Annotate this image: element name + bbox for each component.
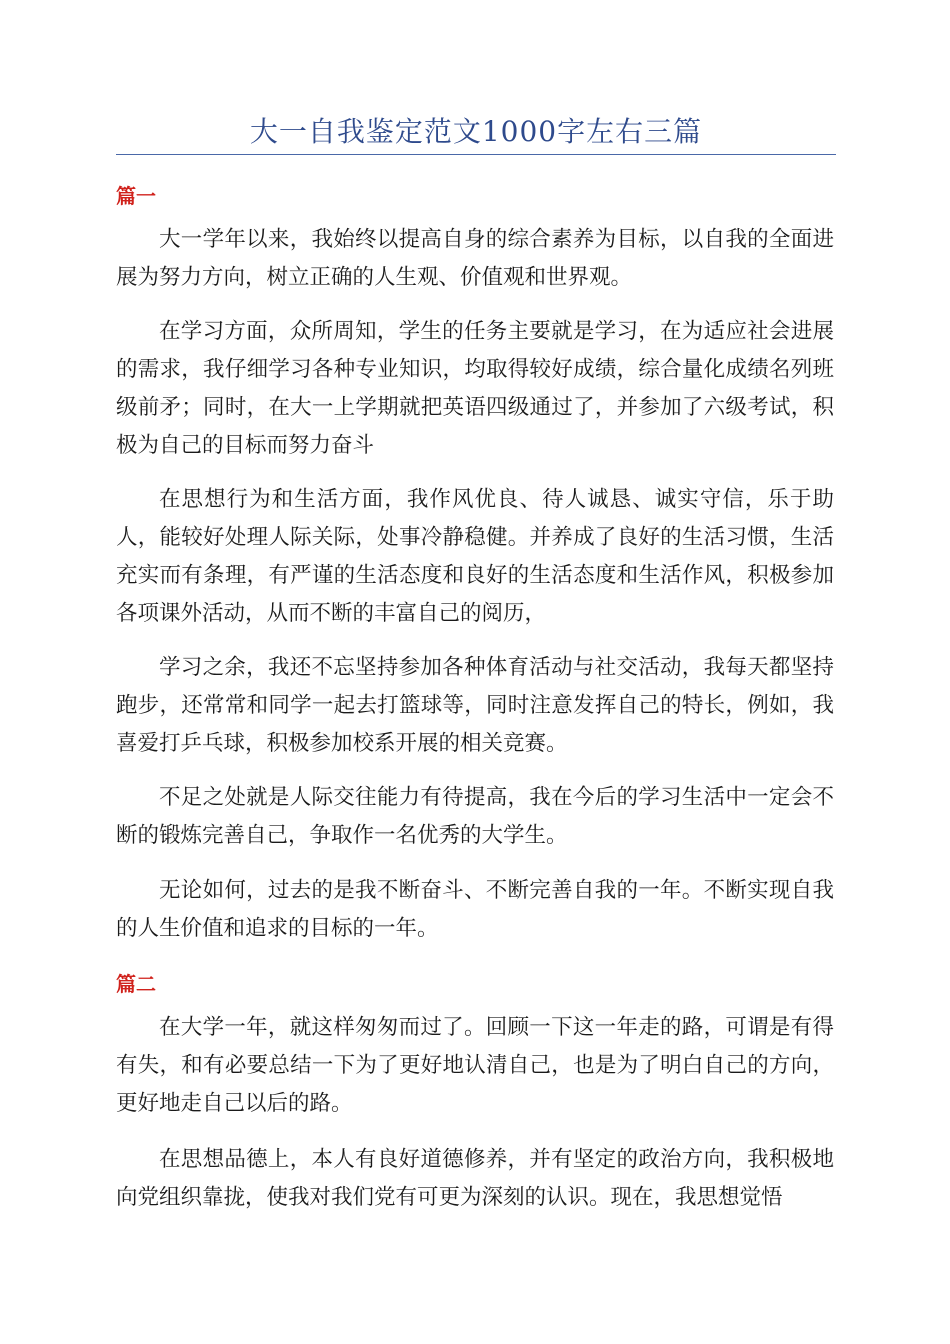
paragraph: 在大学一年，就这样匆匆而过了。回顾一下这一年走的路，可谓是有得有失，和有必要总结一下为了更好地认清自己，也是为了明白自己的方向，更好地走自己以后的路。 [116,1015,834,1116]
document-page [116,0,836,1344]
paragraph: 在思想品德上，本人有良好道德修养，并有坚定的政治方向，我积极地向党组织靠拢，使我对我们党有可更为深刻的认识。现在，我思想觉悟 [116,1147,834,1210]
paragraph: 不足之处就是人际交往能力有待提高，我在今后的学习生活中一定会不断的锻炼完善自己，争取作一名优秀的大学生。 [116,785,834,848]
section-heading-2: 篇二 [116,972,156,996]
paragraph: 在学习方面，众所周知，学生的任务主要就是学习，在为适应社会进展的需求，我仔细学习各种专业知识，均取得较好成绩，综合量化成绩名列班级前矛；同时，在大一上学期就把英语四级通过了，并参加了六级考试，积极为自己的目标而努力奋斗 [116,319,834,458]
paragraph: 学习之余，我还不忘坚持参加各种体育活动与社交活动，我每天都坚持跑步，还常常和同学一起去打篮球等，同时注意发挥自己的特长，例如，我喜爱打乒乓球，积极参加校系开展的相关竞赛。 [116,655,834,756]
paragraph: 在思想行为和生活方面，我作风优良、待人诚恳、诚实守信，乐于助人，能较好处理人际关际，处事冷静稳健。并养成了良好的生活习惯，生活充实而有条理，有严谨的生活态度和良好的生活态度和生活作风，积极参加各项课外活动，从而不断的丰富自己的阅历， [116,487,834,626]
title-underline [116,154,836,155]
section-heading-1: 篇一 [116,184,156,208]
paragraph: 无论如何，过去的是我不断奋斗、不断完善自我的一年。不断实现自我的人生价值和追求的目标的一年。 [116,878,834,941]
paragraph: 大一学年以来，我始终以提高自身的综合素养为目标，以自我的全面进展为努力方向，树立正确的人生观、价值观和世界观。 [116,227,834,290]
document-title: 大一自我鉴定范文1000字左右三篇 [249,115,703,148]
